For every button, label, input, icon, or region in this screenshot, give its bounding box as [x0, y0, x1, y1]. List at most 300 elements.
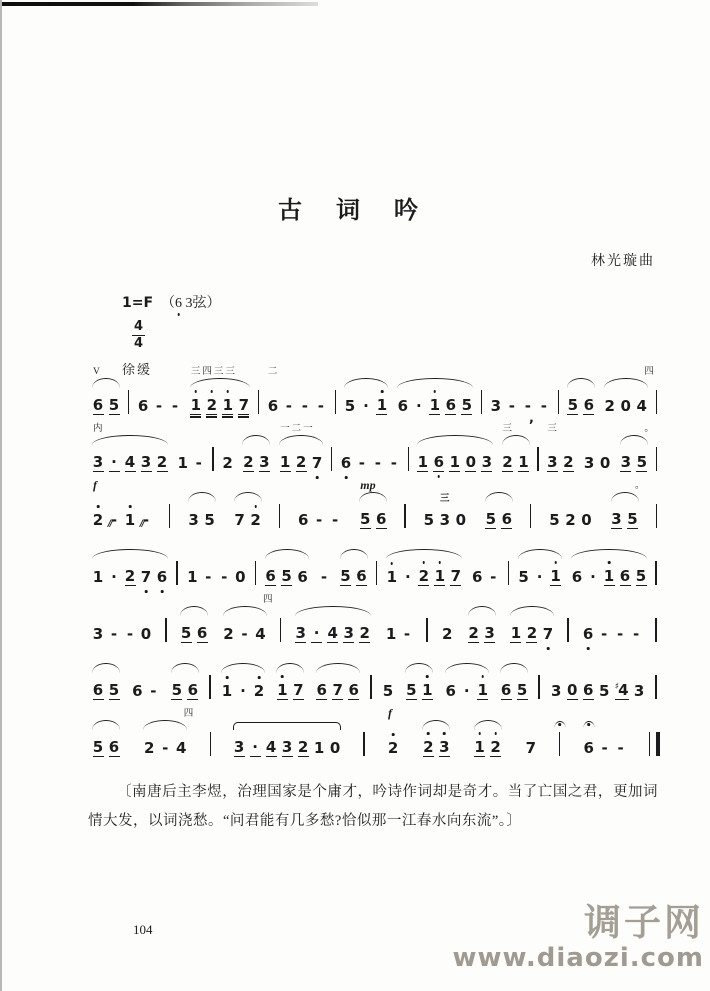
note-group: [173, 455, 209, 472]
note: 2: [490, 739, 501, 757]
slur-arc: [340, 549, 368, 559]
note-group: [567, 568, 651, 586]
note: 4: [265, 737, 277, 756]
tempo-marking: 徐缓: [122, 362, 153, 378]
note: 2: [156, 452, 168, 471]
note-group: [600, 367, 656, 415]
fingering-annotation: 。: [644, 424, 656, 434]
fingering-annotation: 。: [634, 481, 647, 491]
barline: [559, 732, 560, 756]
note: 6: [196, 623, 208, 642]
time-signature: [132, 320, 145, 350]
note: 2: [223, 624, 234, 643]
fingering-annotation: 三: [547, 424, 559, 434]
note: 2: [243, 452, 254, 471]
note: 5: [636, 452, 648, 471]
slur-arc: [234, 492, 262, 502]
note: 1: [385, 624, 397, 643]
dynamic-marking: mp: [360, 478, 376, 492]
note-group: [88, 367, 124, 415]
note-group: [229, 739, 345, 757]
note: 1: [429, 397, 440, 415]
dot-prolong: ·: [240, 681, 246, 700]
note: 6: [583, 740, 594, 757]
duration-dash: - ,: [524, 396, 534, 427]
note: 3: [92, 452, 104, 471]
note: 6: [157, 569, 168, 586]
footnote: [88, 778, 658, 836]
octave-dot-high: [129, 505, 132, 508]
barline: [538, 675, 539, 699]
dot-prolong: ·: [109, 454, 120, 472]
note-group: [393, 397, 477, 415]
slur-arc: [316, 663, 360, 673]
octave-dot-low: [437, 475, 440, 478]
note: 3: [295, 623, 306, 642]
note: 1: [434, 568, 445, 586]
note: 6: [348, 680, 359, 699]
octave-dot-high: [381, 390, 384, 393]
note-group: [467, 569, 503, 586]
slur-arc: [397, 378, 473, 388]
note-group: [261, 568, 313, 586]
note-group: [88, 424, 172, 472]
barline: [530, 504, 531, 528]
slur-arc: [359, 492, 387, 502]
note-group: [88, 739, 124, 757]
barline: [255, 561, 256, 585]
note: 3: [611, 509, 622, 528]
note: 6: [583, 680, 594, 699]
note: 6: [108, 737, 120, 756]
octave-dot-high: [554, 561, 557, 564]
note: 6: [316, 680, 327, 699]
duration-dash: -: [110, 624, 118, 643]
final-barline: [649, 732, 660, 756]
note: 7: [238, 397, 249, 415]
dot-prolong: ·: [590, 567, 596, 586]
barline: [209, 675, 210, 699]
tremolo-icon: ∕∕: [107, 518, 112, 529]
slur-arc: [92, 720, 120, 730]
note: 6: [187, 680, 198, 699]
note: 3: [481, 452, 492, 471]
note-group: [217, 683, 269, 700]
rest: 0: [567, 680, 578, 699]
note-group: [263, 367, 331, 415]
note-group: [291, 625, 375, 643]
slur-arc: [276, 663, 304, 673]
note: 2: [295, 452, 307, 471]
note-group: [437, 626, 457, 643]
duration-dash: -: [155, 396, 163, 415]
barline: [481, 390, 482, 414]
barline: [128, 390, 129, 414]
octave-dot-low: [145, 590, 148, 593]
note-group: [182, 569, 250, 586]
rest: 0: [465, 452, 476, 471]
octave-dot-low: [316, 476, 319, 479]
score-line: [88, 478, 660, 529]
note: 7: [542, 626, 553, 643]
barline: [335, 390, 336, 414]
note-group: [578, 626, 646, 643]
slur-arc: [474, 720, 502, 730]
note-group: [378, 683, 398, 700]
octave-dot-high: [439, 561, 442, 564]
note: 2: [297, 737, 309, 756]
watermark-url: www.diaozi.com: [452, 942, 704, 973]
octave-dot-high: [281, 675, 284, 678]
note-group: [496, 682, 532, 700]
note: 3: [140, 452, 152, 471]
note: 6: [265, 566, 276, 585]
note: 5: [108, 680, 120, 699]
note-group: [340, 397, 392, 415]
rest: 0: [455, 510, 467, 529]
note: 1: [518, 452, 529, 471]
note: 6: [445, 681, 456, 700]
note: 3: [259, 452, 270, 471]
octave-dot-low: [161, 590, 164, 593]
slur-arc: [92, 378, 120, 388]
dynamic-marking: f: [388, 706, 393, 720]
note: 6: [340, 455, 351, 472]
note: 5: [382, 681, 394, 700]
octave-dot-high: [195, 390, 198, 393]
note-group: [546, 682, 649, 700]
note-group: [419, 493, 471, 529]
slur-arc: [500, 663, 528, 673]
note-group: [238, 454, 274, 472]
note: 1: [187, 567, 198, 586]
note: 6: [132, 681, 143, 700]
dot-prolong: ·: [363, 396, 369, 415]
note: 1: [277, 682, 288, 700]
note: 2: [526, 623, 538, 642]
note-group: [607, 481, 647, 529]
slur-arc: [405, 663, 433, 673]
duration-dash: -: [142, 510, 150, 529]
note: 2: [418, 568, 429, 586]
note: 6: [472, 567, 483, 586]
note: 7: [293, 680, 304, 699]
octave-dot-high: [254, 505, 257, 508]
slur-arc: [242, 435, 270, 445]
note-group: [219, 595, 275, 643]
piece-title: 古 词 吟: [278, 198, 432, 224]
barline: [210, 732, 211, 756]
note: 6: [500, 680, 512, 699]
note: 3: [92, 624, 104, 643]
key-value: 1=F: [122, 295, 154, 311]
note: 6: [92, 395, 104, 414]
note: 2: [502, 452, 513, 471]
note-group: [544, 512, 596, 529]
fingering-annotation: 四: [263, 595, 275, 605]
fingering-annotation: 四: [644, 367, 656, 377]
note-group: [383, 706, 403, 757]
barline: [370, 675, 371, 699]
slur-arc: [571, 549, 647, 559]
slur-arc: [620, 435, 648, 445]
note-group: [542, 424, 578, 472]
duration-dash: -: [205, 567, 212, 586]
note: 5: [92, 737, 104, 756]
composer-credit: 林光璇曲: [591, 254, 655, 269]
octave-dot-high: [97, 505, 100, 508]
note: 5: [340, 566, 351, 585]
barline: [212, 447, 213, 471]
note: 6: [356, 566, 367, 585]
barline: [169, 504, 170, 528]
note: 5: [180, 623, 192, 642]
note: 4: [176, 738, 187, 757]
note-group: [506, 625, 558, 643]
note: 1: [376, 397, 387, 415]
barline: [655, 561, 656, 585]
duration-dash: -: [285, 396, 293, 415]
slur-arc: [279, 435, 323, 445]
slur-arc: [265, 549, 309, 559]
note-group: [230, 512, 266, 529]
note-group: [616, 424, 656, 472]
note: 5: [171, 680, 182, 699]
note: 1: [386, 569, 397, 586]
note: 5: [108, 395, 120, 414]
note-group: [563, 397, 599, 415]
duration-dash: -: [162, 738, 169, 757]
note: 2: [206, 397, 217, 415]
note: 6: [267, 396, 279, 415]
note: 4: [636, 396, 647, 415]
note: 4: [327, 623, 338, 642]
slur-arc: [143, 720, 187, 730]
note-group: [336, 568, 372, 586]
note-group: [293, 512, 345, 529]
note: 4: [255, 624, 266, 643]
barline: [279, 504, 280, 528]
scan-artifact-left-edge: [0, 0, 2, 991]
fermata-icon: [583, 721, 594, 728]
duration-dash: -: [601, 738, 608, 757]
score-line: [88, 595, 660, 643]
note: 6: [297, 510, 309, 529]
dot-prolong: ·: [311, 625, 322, 643]
key-signature: [122, 292, 221, 312]
dot-prolong: ·: [415, 396, 422, 415]
note: 7: [332, 680, 343, 699]
note: 5: [344, 396, 356, 415]
note: 1: [221, 683, 232, 700]
rest: 0: [235, 567, 246, 586]
octave-dot-high: [608, 561, 611, 564]
note-group: [486, 396, 554, 427]
note-group: [481, 511, 517, 529]
duration-dash: -: [358, 453, 366, 472]
note: 2: [222, 453, 233, 472]
octave-dot-high: [426, 675, 429, 678]
duration-dash: -: [195, 453, 202, 472]
note: 7: [525, 738, 536, 757]
octave-dot-high: [211, 390, 214, 393]
octave-dot-high: [226, 676, 229, 679]
duration-dash: -: [332, 510, 339, 529]
duration-dash: -: [490, 567, 497, 586]
slur-arc: [502, 435, 530, 445]
note: 1: [313, 738, 325, 757]
slur-arc: [611, 492, 639, 502]
note: 2: [563, 452, 574, 471]
octave-dot-high: [258, 676, 261, 679]
slur-arc: [92, 663, 120, 673]
duration-dash: -: [632, 624, 640, 643]
slur-arc: [485, 492, 513, 502]
note-group: [88, 478, 156, 529]
note: 6: [297, 567, 308, 586]
slur-arc: [422, 720, 450, 730]
note: 1: [222, 397, 233, 415]
slur-arc: [295, 606, 371, 616]
note: 6: [376, 509, 387, 528]
fingering-annotation: 三: [440, 493, 450, 505]
note: 1: [190, 397, 201, 415]
note: 6: [137, 396, 149, 415]
note-group: [88, 682, 124, 700]
note: 6: [571, 567, 583, 586]
scan-artifact-top: [0, 2, 318, 6]
watermark-site-name: 调子网: [584, 901, 704, 944]
barline: [165, 618, 166, 642]
slur-arc: [510, 606, 554, 616]
slur-arc: [188, 492, 216, 502]
second-underline: [222, 416, 233, 417]
slur-arc: [417, 435, 493, 445]
barline: [656, 447, 657, 471]
barline: [558, 390, 559, 414]
note-group: [186, 367, 254, 415]
fingering-annotation: 一二一: [280, 424, 315, 434]
note: 2: [565, 510, 576, 529]
rest: 0: [140, 624, 152, 643]
barline: [376, 561, 377, 585]
note: 2: [388, 740, 399, 757]
slur-arc: [190, 378, 250, 388]
note: 6: [397, 396, 409, 415]
barline: [537, 447, 538, 471]
rest: 0: [581, 510, 592, 529]
note-group: [418, 739, 454, 757]
note: 2: [250, 512, 261, 529]
duration-dash: -: [390, 453, 398, 472]
note: 6: [583, 626, 594, 643]
note-group: [464, 625, 500, 643]
note: 3: [343, 623, 354, 642]
second-underline: [238, 416, 249, 417]
duration-dash: -: [617, 738, 624, 757]
octave-dot-high: [481, 675, 484, 678]
note: 6: [501, 509, 513, 528]
note: 2: [144, 738, 155, 757]
duration-dash: -: [320, 567, 328, 586]
note: 1: [422, 682, 433, 700]
fingering-annotation: 二: [267, 367, 280, 377]
note: 3: [233, 737, 245, 756]
watermark: [453, 903, 705, 972]
note-group: [133, 398, 185, 415]
note-group: [355, 478, 391, 529]
note-group: [579, 740, 631, 757]
slur-arc: [233, 722, 341, 730]
note-group: [184, 512, 220, 529]
dot-prolong: ·: [250, 739, 261, 757]
note: 5: [516, 680, 528, 699]
duration-dash: -: [301, 396, 309, 415]
note: 3: [439, 739, 450, 757]
note-group: [579, 455, 615, 472]
note: 3: [620, 452, 632, 471]
note: 2 ∕∕: [93, 512, 104, 529]
barline: [655, 618, 656, 642]
octave-dot-high: [391, 562, 394, 565]
note: 3: [633, 681, 645, 700]
barline: [656, 504, 657, 528]
note-group: [218, 455, 238, 472]
note: 2: [441, 624, 453, 643]
note: 2: [423, 739, 434, 757]
note-group: [88, 626, 156, 643]
note: 3 三: [439, 493, 451, 529]
slur-arc: [171, 663, 199, 673]
note: 6: [92, 680, 104, 699]
fingering-annotation: V: [93, 367, 102, 377]
slur-arc: [180, 606, 208, 616]
note: 5: [627, 509, 638, 528]
note-group: [336, 455, 404, 472]
note-group: [470, 739, 506, 757]
note: 1: [510, 623, 522, 642]
slur-arc: [221, 663, 265, 673]
note-group: [176, 625, 212, 643]
breath-comma: ,: [528, 411, 534, 427]
fingering-annotation: 内: [93, 424, 105, 434]
slur-arc: [92, 435, 168, 445]
note-group: [139, 709, 196, 757]
octave-dot-high: [494, 732, 497, 735]
note: 5: [204, 510, 215, 529]
barline: [404, 504, 405, 528]
note-group: [275, 424, 327, 472]
fingering-annotation: 三四三三: [190, 367, 237, 377]
duration-dash: -: [540, 396, 547, 415]
dot-prolong: ·: [111, 567, 117, 586]
barline: [176, 561, 177, 585]
second-underline: [206, 416, 217, 417]
score-line: [88, 706, 660, 757]
note: 5: [485, 509, 497, 528]
fingering-annotation: 三: [502, 424, 515, 434]
duration-dash: -: [241, 624, 248, 643]
note: 1 ∕∕: [125, 512, 136, 529]
note-group: [514, 568, 566, 586]
note-group: [272, 682, 308, 700]
slur-arc: [445, 663, 489, 673]
score-line: [88, 424, 660, 472]
time-signature-numerator: 4: [134, 319, 144, 334]
note: 5: [461, 395, 473, 414]
tremolo-icon: ∕∕: [139, 518, 144, 529]
note: 1: [474, 739, 485, 757]
